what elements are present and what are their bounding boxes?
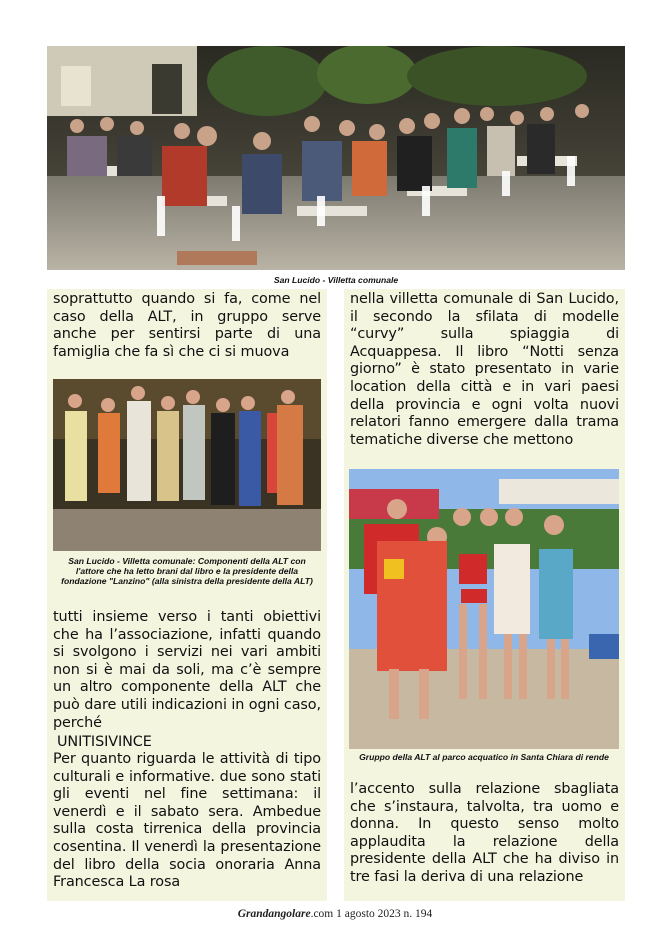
right-paragraph-2: l’accento sulla relazione sbagliata che s’instaura, talvolta, tra uomo e donna. In questo senso molto applaudita la relazione della presidente della ALT che ha diviso in tre fasi la deriva di una relazione bbox=[350, 781, 619, 885]
left-photo-group bbox=[53, 379, 321, 551]
left-column bbox=[47, 289, 327, 901]
right-column bbox=[344, 289, 625, 901]
footer-issue: .com 1 agosto 2023 n. 194 bbox=[310, 908, 433, 920]
left-paragraph-2: tutti insieme verso i tanti obiettivi che ha l’associazione, infatti quando si svolgono i servizi nei vari ambiti non si è mai da soli, ma c’è sempre un altro componente della ALT che può dare utili indicazioni in ogni caso, perché bbox=[53, 609, 321, 731]
page-footer bbox=[0, 908, 670, 920]
left-paragraph-1: soprattutto quando si fa, come nel caso della ALT, in gruppo serve anche per sentirsi parte di una famiglia che fa sì che ci si muova bbox=[53, 291, 321, 360]
right-photo-waterpark bbox=[349, 469, 619, 749]
right-photo-caption: Gruppo della ALT al parco acquatico in Santa Chiara di rende bbox=[359, 752, 609, 762]
right-paragraph-1: nella villetta comunale di San Lucido, il secondo la sfilata di modelle “curvy” sulla spiaggia di Acquappesa. Il libro “Notti senza giorno” è stato presentato in varie location della città e in vari paesi della provincia e ogni volta nuovi relatori fanno emergere dalla trama tematiche diverse che mettono bbox=[350, 291, 619, 448]
left-paragraph-3: Per quanto riguarda le attività di tipo culturali e informative. due sono stati gli eventi nel fine settimana: il venerdì e il sabato sera. Ambedue sulla costa tirrenica della provincia cosentina. Il venerdì la presentazione del libro della socia onoraria Anna Francesca La rosa bbox=[53, 751, 321, 891]
left-photo-caption: San Lucido - Villetta comunale: Componenti della ALT con l'attore che ha letto brani dal libro e la presidente della fondazione "Lanzino" (alla sinistra della presidente della ALT) bbox=[61, 556, 313, 586]
top-photo-san-lucido bbox=[47, 46, 625, 270]
slogan: UNITISIVINCE bbox=[57, 734, 152, 750]
top-photo-caption: San Lucido - Villetta comunale bbox=[273, 275, 399, 285]
footer-brand: Grandangolare bbox=[237, 908, 311, 920]
